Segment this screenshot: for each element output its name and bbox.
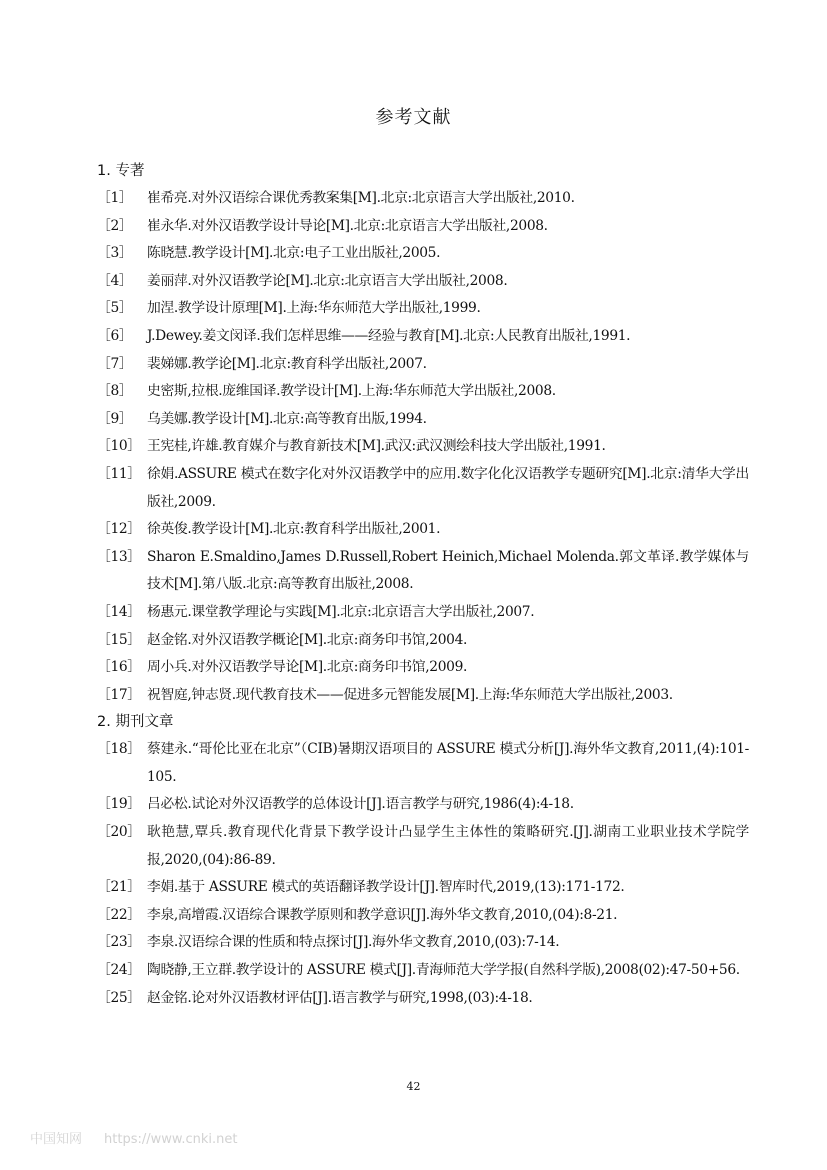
reference-text: 祝智庭,钟志贤.现代教育技术——促进多元智能发展[M].上海:华东师范大学出版社,2003. bbox=[147, 686, 673, 703]
reference-item bbox=[97, 461, 749, 516]
reference-number: ［19］ bbox=[97, 796, 141, 813]
reference-text: 崔希亮.对外汉语综合课优秀教案集[M].北京:北京语言大学出版社,2010. bbox=[147, 190, 575, 206]
reference-item bbox=[97, 544, 749, 599]
reference-number: ［8］ bbox=[97, 383, 133, 400]
reference-text: Sharon E.Smaldino,James D.Russell,Robert Heinich,Michael Molenda.郭文革译.教学媒体与技术[M].第八版.北京:高等教育出版社,2008. bbox=[147, 548, 749, 593]
section-heading: 1. 专著 bbox=[97, 163, 145, 179]
reference-number: ［24］ bbox=[97, 962, 141, 979]
reference-number: ［12］ bbox=[97, 521, 141, 538]
reference-item bbox=[97, 240, 749, 268]
reference-number: ［11］ bbox=[97, 465, 141, 482]
reference-number: ［22］ bbox=[97, 906, 141, 923]
reference-number: ［9］ bbox=[97, 410, 133, 427]
reference-text: 史密斯,拉根.庞维国译.教学设计[M].上海:华东师范大学出版社,2008. bbox=[147, 383, 556, 400]
reference-item bbox=[97, 516, 749, 544]
references-content bbox=[97, 158, 749, 1012]
reference-item bbox=[97, 682, 749, 710]
reference-number: ［18］ bbox=[97, 741, 141, 758]
reference-item bbox=[97, 654, 749, 682]
reference-text: 李泉.汉语综合课的性质和特点探讨[J].海外华文教育,2010,(03):7-14. bbox=[147, 934, 560, 951]
cnki-watermark bbox=[30, 1128, 259, 1147]
reference-item bbox=[97, 406, 749, 434]
reference-number: ［4］ bbox=[97, 272, 133, 289]
reference-item bbox=[97, 819, 749, 874]
section-monographs bbox=[97, 158, 749, 709]
reference-item bbox=[97, 902, 749, 930]
reference-item bbox=[97, 351, 749, 379]
reference-text: 乌美娜.教学设计[M].北京:高等教育出版,1994. bbox=[147, 410, 427, 427]
reference-item bbox=[97, 627, 749, 655]
reference-text: 陶晓静,王立群.教学设计的 ASSURE 模式[J].青海师范大学学报(自然科学版),2008(02):47-50+56. bbox=[147, 962, 740, 979]
reference-text: J.Dewey.姜文闵译.我们怎样思维——经验与教育[M].北京:人民教育出版社,1991. bbox=[147, 327, 631, 344]
reference-number: ［17］ bbox=[97, 686, 141, 703]
reference-list bbox=[97, 736, 749, 1012]
reference-number: ［10］ bbox=[97, 438, 141, 455]
reference-item bbox=[97, 378, 749, 406]
reference-item bbox=[97, 874, 749, 902]
reference-item bbox=[97, 433, 749, 461]
reference-text: 陈晓慧.教学设计[M].北京:电子工业出版社,2005. bbox=[147, 245, 441, 262]
reference-item bbox=[97, 268, 749, 296]
reference-text: 徐娟.ASSURE 模式在数字化对外汉语教学中的应用.数字化化汉语教学专题研究[M].北京:清华大学出版社,2009. bbox=[147, 465, 749, 510]
reference-item bbox=[97, 295, 749, 323]
reference-text: 周小兵.对外汉语教学导论[M].北京:商务印书馆,2009. bbox=[147, 659, 468, 676]
reference-text: 徐英俊.教学设计[M].北京:教育科学出版社,2001. bbox=[147, 521, 441, 538]
reference-number: ［25］ bbox=[97, 989, 141, 1006]
reference-number: ［15］ bbox=[97, 631, 141, 648]
reference-item bbox=[97, 323, 749, 351]
reference-text: 耿艳慧,覃兵.教育现代化背景下教学设计凸显学生主体性的策略研究.[J].湖南工业职业技术学院学报,2020,(04):86-89. bbox=[147, 824, 749, 868]
reference-item bbox=[97, 929, 749, 957]
reference-item bbox=[97, 791, 749, 819]
reference-number: ［21］ bbox=[97, 879, 141, 896]
reference-item bbox=[97, 599, 749, 627]
reference-number: ［14］ bbox=[97, 603, 141, 620]
reference-text: 姜丽萍.对外汉语教学论[M].北京:北京语言大学出版社,2008. bbox=[147, 272, 508, 289]
reference-text: 赵金铭.论对外汉语教材评估[J].语言教学与研究,1998,(03):4-18. bbox=[147, 989, 533, 1006]
reference-text: 李泉,高增霞.汉语综合课教学原则和教学意识[J].海外华文教育,2010,(04):8-21. bbox=[147, 906, 618, 923]
reference-item bbox=[97, 213, 749, 241]
watermark-url: https://www.cnki.net bbox=[104, 1132, 238, 1147]
reference-item bbox=[97, 957, 749, 985]
reference-number: ［16］ bbox=[97, 659, 141, 676]
reference-text: 崔永华.对外汉语教学设计导论[M].北京:北京语言大学出版社,2008. bbox=[147, 217, 548, 234]
reference-item bbox=[97, 736, 749, 791]
reference-text: 吕必松.试论对外汉语教学的总体设计[J].语言教学与研究,1986(4):4-18. bbox=[147, 796, 574, 813]
reference-number: ［13］ bbox=[97, 548, 141, 565]
reference-number: ［20］ bbox=[97, 824, 141, 841]
reference-number: ［23］ bbox=[97, 934, 141, 951]
reference-text: 李娟.基于 ASSURE 模式的英语翻译教学设计[J].智库时代,2019,(13):171-172. bbox=[147, 879, 625, 896]
reference-text: 裴娣娜.教学论[M].北京:教育科学出版社,2007. bbox=[147, 355, 427, 372]
reference-number: ［7］ bbox=[97, 355, 133, 372]
reference-number: ［3］ bbox=[97, 245, 133, 262]
reference-item bbox=[97, 985, 749, 1013]
page-number: 42 bbox=[406, 1080, 421, 1093]
page-title: 参考文献 bbox=[375, 107, 452, 128]
section-journal-articles bbox=[97, 709, 749, 1012]
reference-text: 杨惠元.课堂教学理论与实践[M].北京:北京语言大学出版社,2007. bbox=[147, 603, 535, 620]
reference-text: 加涅.教学设计原理[M].上海:华东师范大学出版社,1999. bbox=[147, 300, 481, 317]
reference-number: ［2］ bbox=[97, 217, 133, 234]
reference-text: 王宪桂,许雄.教育媒介与教育新技术[M].武汉:武汉测绘科技大学出版社,1991. bbox=[147, 438, 606, 455]
reference-item bbox=[97, 185, 749, 213]
reference-list bbox=[97, 185, 749, 709]
reference-number: ［6］ bbox=[97, 327, 133, 344]
section-heading: 2. 期刊文章 bbox=[97, 714, 174, 731]
watermark-site-name: 中国知网 bbox=[30, 1132, 83, 1147]
reference-number: ［1］ bbox=[97, 190, 133, 206]
reference-text: 赵金铭.对外汉语教学概论[M].北京:商务印书馆,2004. bbox=[147, 631, 468, 648]
reference-number: ［5］ bbox=[97, 300, 133, 317]
reference-text: 蔡建永.“哥伦比亚在北京”（CIB)暑期汉语项目的 ASSURE 模式分析[J].海外华文教育,2011,(4):101-105. bbox=[147, 741, 749, 785]
